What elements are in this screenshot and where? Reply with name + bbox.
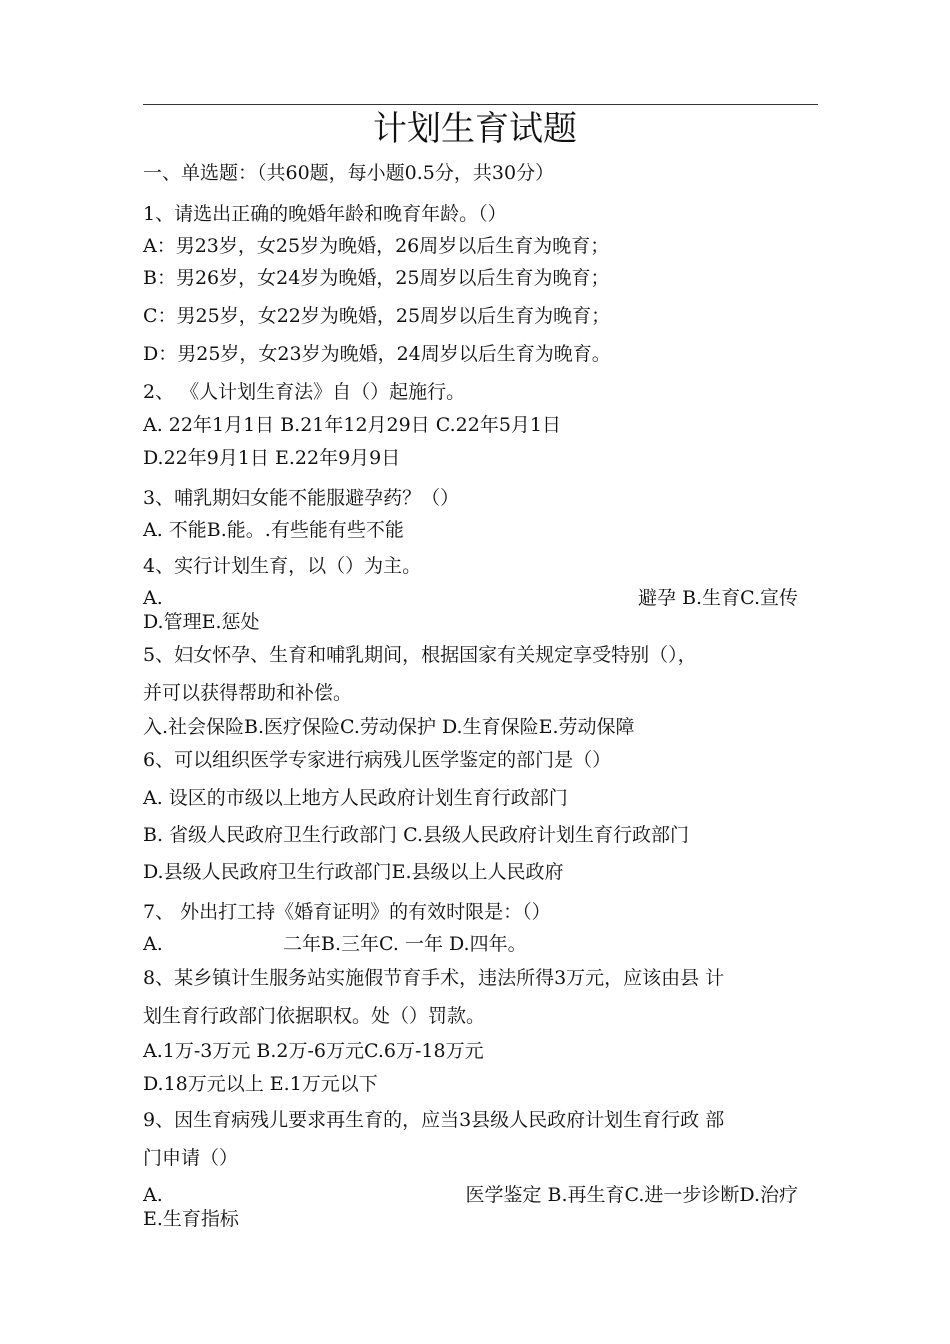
question-6: 6、可以组织医学专家进行病残儿医学鉴定的部门是（） xyxy=(143,749,612,771)
options-6b: B. 省级人民政府卫生行政部门 C.县级人民政府计划生育行政部门 xyxy=(143,824,689,846)
question-1: 1、请选出正确的晚婚年龄和晚育年龄。（） xyxy=(143,203,507,225)
question-9: 9、因生育病残儿要求再生育的，应当3县级人民政府计划生育行政 部 xyxy=(143,1109,725,1131)
option-9-label: A. xyxy=(143,1184,163,1206)
options-2a: A. 22年1月1日 B.21年12月29日 C.22年5月1日 xyxy=(143,414,562,436)
option-1c: C：男25岁，女22岁为晚婚，25周岁以后生育为晚育； xyxy=(143,305,611,327)
options-3: A. 不能B.能。.有些能有些不能 xyxy=(143,519,404,541)
question-8: 8、某乡镇计生服务站实施假节育手术，违法所得3万元，应该由县 计 xyxy=(143,967,725,989)
question-9-cont: 门申请（） xyxy=(143,1147,239,1169)
question-3: 3、哺乳期妇女能不能服避孕药？（） xyxy=(143,487,460,509)
options-4b: D.管理E.惩处 xyxy=(143,611,260,633)
option-1b: B：男26岁，女24岁为晚婚，25周岁以后生育为晚育； xyxy=(143,267,610,289)
option-1a: A：男23岁，女25岁为晚婚，26周岁以后生育为晚育； xyxy=(143,235,610,257)
options-9a: 医学鉴定 B.再生育C.进一步诊断D.治疗 xyxy=(465,1184,798,1206)
question-2: 2、 《人计划生育法》自（）起施行。 xyxy=(143,381,466,403)
section-heading: 一、单选题：（共60题，每小题0.5分，共30分） xyxy=(143,162,555,184)
option-6a: A. 设区的市级以上地方人民政府计划生育行政部门 xyxy=(143,787,568,809)
options-7: 二年B.三年C. 一年 D.四年。 xyxy=(283,933,527,955)
options-8b: D.18万元以上 E.1万元以下 xyxy=(143,1073,378,1095)
options-6c: D.县级人民政府卫生行政部门E.县级以上人民政府 xyxy=(143,861,564,883)
options-2b: D.22年9月1日 E.22年9月9日 xyxy=(143,447,401,469)
question-5: 5、妇女怀孕、生育和哺乳期间，根据国家有关规定享受特别（）， xyxy=(143,644,697,666)
question-8-cont: 划生育行政部门依据职权。处（）罚款。 xyxy=(143,1005,486,1027)
options-9b: E.生育指标 xyxy=(143,1208,239,1230)
option-7-label: A. xyxy=(143,933,163,955)
question-5-cont: 并可以获得帮助和补偿。 xyxy=(143,682,353,704)
question-7: 7、 外出打工持《婚育证明》的有效时限是：（） xyxy=(143,901,551,923)
option-4-label: A. xyxy=(143,587,163,609)
option-1d: D：男25岁，女23岁为晚婚，24周岁以后生育为晚育。 xyxy=(143,343,611,365)
options-5: 入.社会保险B.医疗保险C.劳动保护 D.生育保险E.劳动保障 xyxy=(143,716,635,738)
header-rule xyxy=(143,104,818,105)
question-4: 4、实行计划生育，以（）为主。 xyxy=(143,555,422,577)
page-title: 计划生育试题 xyxy=(373,109,577,149)
options-4a: 避孕 B.生育C.宣传 xyxy=(638,587,798,609)
options-8a: A.1万-3万元 B.2万-6万元C.6万-18万元 xyxy=(143,1040,484,1062)
